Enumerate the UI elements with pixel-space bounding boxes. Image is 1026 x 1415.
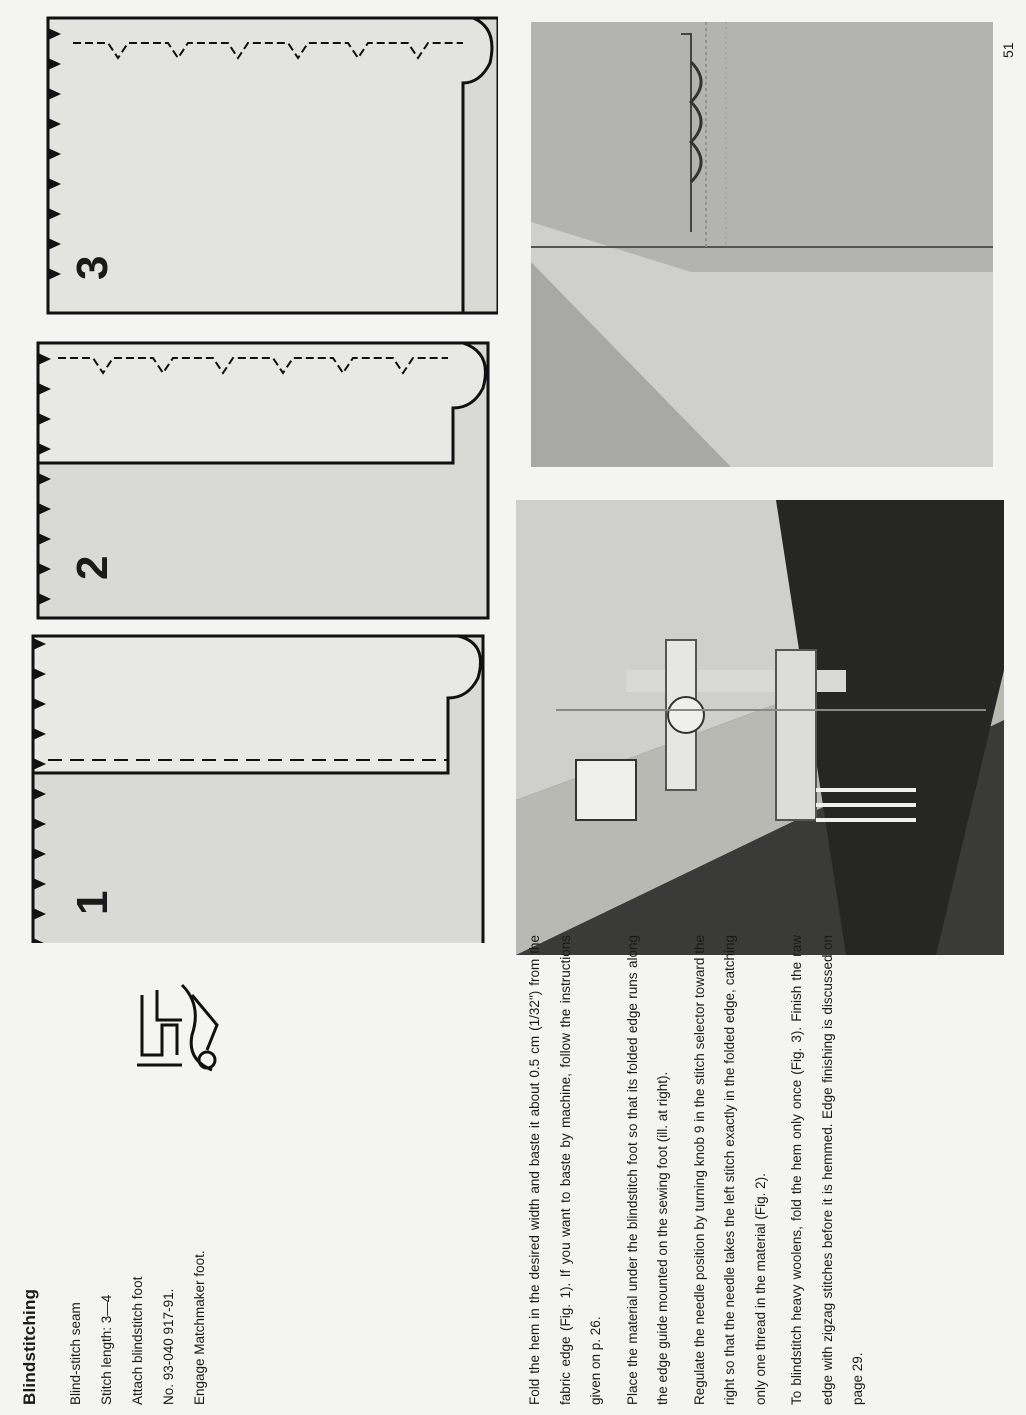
spec-stitch-length: Stitch length: 3—4 [99,1294,114,1405]
header-block [20,985,40,1405]
figure-3-number: 3 [68,255,117,280]
instruction-4: To blindstitch heavy woolens, fold the hem only once (Fig. 3). Finish the raw edge with zigzag stitches before it is hemmed. Edge finishing is discussed on page 29. [789,935,865,1405]
spec-seam: Blind-stitch seam [68,1302,83,1405]
figure-1-number: 1 [68,890,117,915]
page-number: 51 [1000,42,1016,58]
spec-attach-foot: Attach blindstitch foot [130,1276,145,1405]
hem-figures [18,8,498,943]
hemmed-fabric-photo [531,22,993,467]
instruction-2: Place the material under the blindstitch foot so that its folded edge runs along the edge guide mounted on the sewing foot (ill. at right). [624,935,670,1405]
spec-matchmaker: Engage Matchmaker foot. [192,1250,207,1405]
figure-2-number: 2 [68,555,117,580]
page-title: Blindstitching [20,1288,39,1405]
presser-foot-photo [516,500,1004,955]
instruction-1: Fold the hem in the desired width and baste it about 0.5 cm (1/32") from the fabric edge (Fig. 1). If you want to baste by machine, follow the instructions given on p. 26. [527,935,603,1405]
spec-foot-number: No. 93-040 917-91. [161,1288,176,1405]
presser-foot-image [516,500,1004,955]
instructions-column [520,935,880,1405]
blindstitch-foot-icon [122,965,232,1085]
instruction-3: Regulate the needle position by turning knob 9 in the stitch selector toward the right so that the needle takes the left stitch exactly in the folded edge, catching only one thread in the material (Fig. 2). [691,935,768,1405]
hemmed-fabric-image [531,22,993,467]
